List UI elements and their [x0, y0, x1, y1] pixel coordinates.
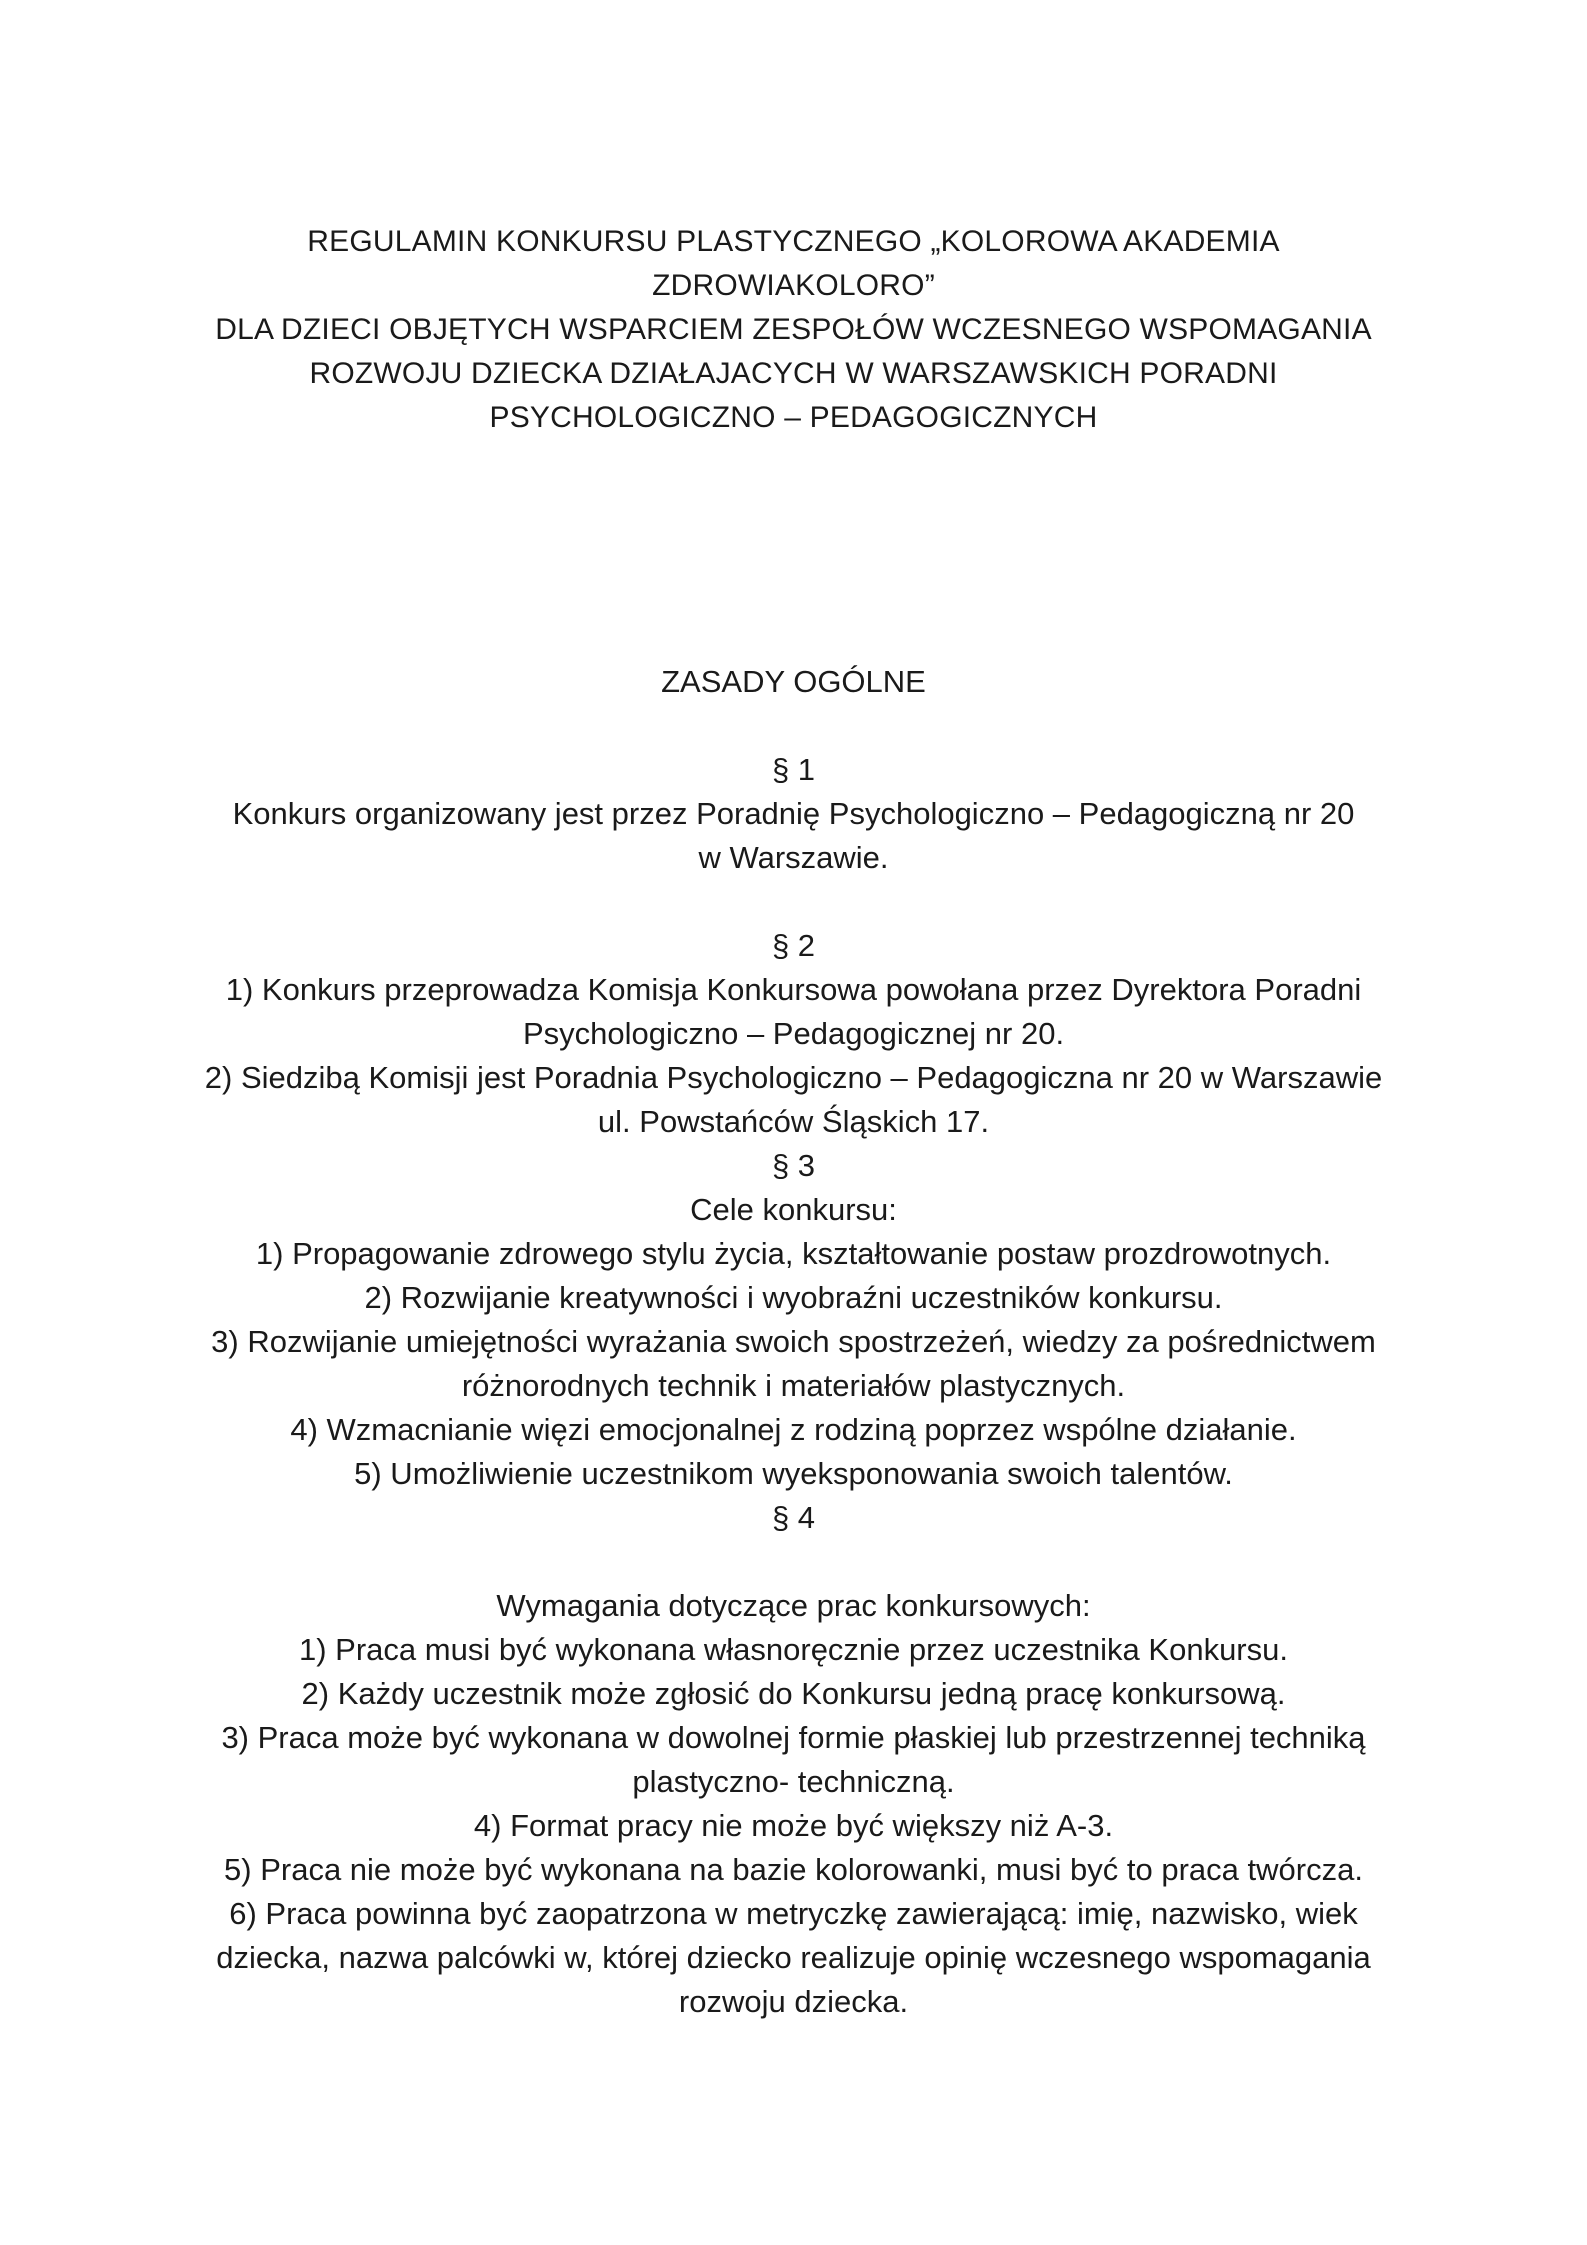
title-line: REGULAMIN KONKURSU PLASTYCZNEGO „KOLOROWA AKADEMIA — [307, 225, 1280, 258]
spacer — [150, 880, 1437, 924]
title-line: ROZWOJU DZIECKA DZIAŁAJACYCH W WARSZAWSKICH PORADNI — [309, 357, 1278, 390]
document-title — [150, 220, 1437, 440]
paragraph-4-line: 1) Praca musi być wykonana własnoręcznie przez uczestnika Konkursu. — [298, 1632, 1288, 1667]
paragraph-4-line: plastyczno- techniczną. — [632, 1764, 955, 1799]
title-line: DLA DZIECI OBJĘTYCH WSPARCIEM ZESPOŁÓW WCZESNEGO WSPOMAGANIA — [215, 313, 1372, 346]
paragraph-3-line: 3) Rozwijanie umiejętności wyrażania swoich spostrzeżeń, wiedzy za pośrednictwem — [211, 1324, 1376, 1359]
paragraph-3-line: 2) Rozwijanie kreatywności i wyobraźni uczestników konkursu. — [364, 1280, 1223, 1315]
paragraph-2-line: 2) Siedzibą Komisji jest Poradnia Psychologiczno – Pedagogiczna nr 20 w Warszawie — [204, 1060, 1383, 1095]
spacer — [150, 1540, 1437, 1584]
paragraph-4-line: dziecka, nazwa palcówki w, której dziecko realizuje opinię wczesnego wspomagania — [216, 1940, 1371, 1975]
paragraph-3-line: 1) Propagowanie zdrowego stylu życia, kształtowanie postaw prozdrowotnych. — [255, 1236, 1332, 1271]
paragraph-4-line: 4) Format pracy nie może być większy niż A-3. — [473, 1808, 1114, 1843]
paragraph-mark-3: § 3 — [771, 1148, 816, 1183]
document-body — [150, 660, 1437, 2024]
paragraph-1-line: Konkurs organizowany jest przez Poradnię Psychologiczno – Pedagogiczną nr 20 — [232, 796, 1355, 831]
paragraph-3-line: Cele konkursu: — [690, 1192, 897, 1227]
paragraph-2-line: Psychologiczno – Pedagogicznej nr 20. — [522, 1016, 1065, 1051]
paragraph-3-line: 5) Umożliwienie uczestnikom wyeksponowania swoich talentów. — [354, 1456, 1233, 1491]
paragraph-1-line: w Warszawie. — [698, 840, 889, 875]
paragraph-4-line: 5) Praca nie może być wykonana na bazie kolorowanki, musi być to praca twórcza. — [224, 1852, 1363, 1887]
paragraph-2-line: ul. Powstańców Śląskich 17. — [597, 1104, 990, 1139]
section-heading: ZASADY OGÓLNE — [661, 664, 926, 699]
paragraph-mark-4: § 4 — [771, 1500, 816, 1535]
paragraph-2-line: 1) Konkurs przeprowadza Komisja Konkursowa powołana przez Dyrektora Poradni — [225, 972, 1362, 1007]
title-line: ZDROWIAKOLORO” — [652, 269, 935, 302]
paragraph-3-line: różnorodnych technik i materiałów plastycznych. — [461, 1368, 1126, 1403]
paragraph-4-line: rozwoju dziecka. — [678, 1984, 909, 2019]
paragraph-4-line: Wymagania dotyczące prac konkursowych: — [496, 1588, 1091, 1623]
title-line: PSYCHOLOGICZNO – PEDAGOGICZNYCH — [489, 401, 1098, 434]
paragraph-mark-1: § 1 — [771, 752, 816, 787]
spacer — [150, 704, 1437, 748]
paragraph-mark-2: § 2 — [771, 928, 816, 963]
paragraph-3-line: 4) Wzmacnianie więzi emocjonalnej z rodziną poprzez wspólne działanie. — [290, 1412, 1297, 1447]
paragraph-4-line: 3) Praca może być wykonana w dowolnej formie płaskiej lub przestrzennej techniką — [221, 1720, 1366, 1755]
paragraph-4-line: 2) Każdy uczestnik może zgłosić do Konkursu jedną pracę konkursową. — [301, 1676, 1286, 1711]
paragraph-4-line: 6) Praca powinna być zaopatrzona w metryczkę zawierającą: imię, nazwisko, wiek — [229, 1896, 1358, 1931]
